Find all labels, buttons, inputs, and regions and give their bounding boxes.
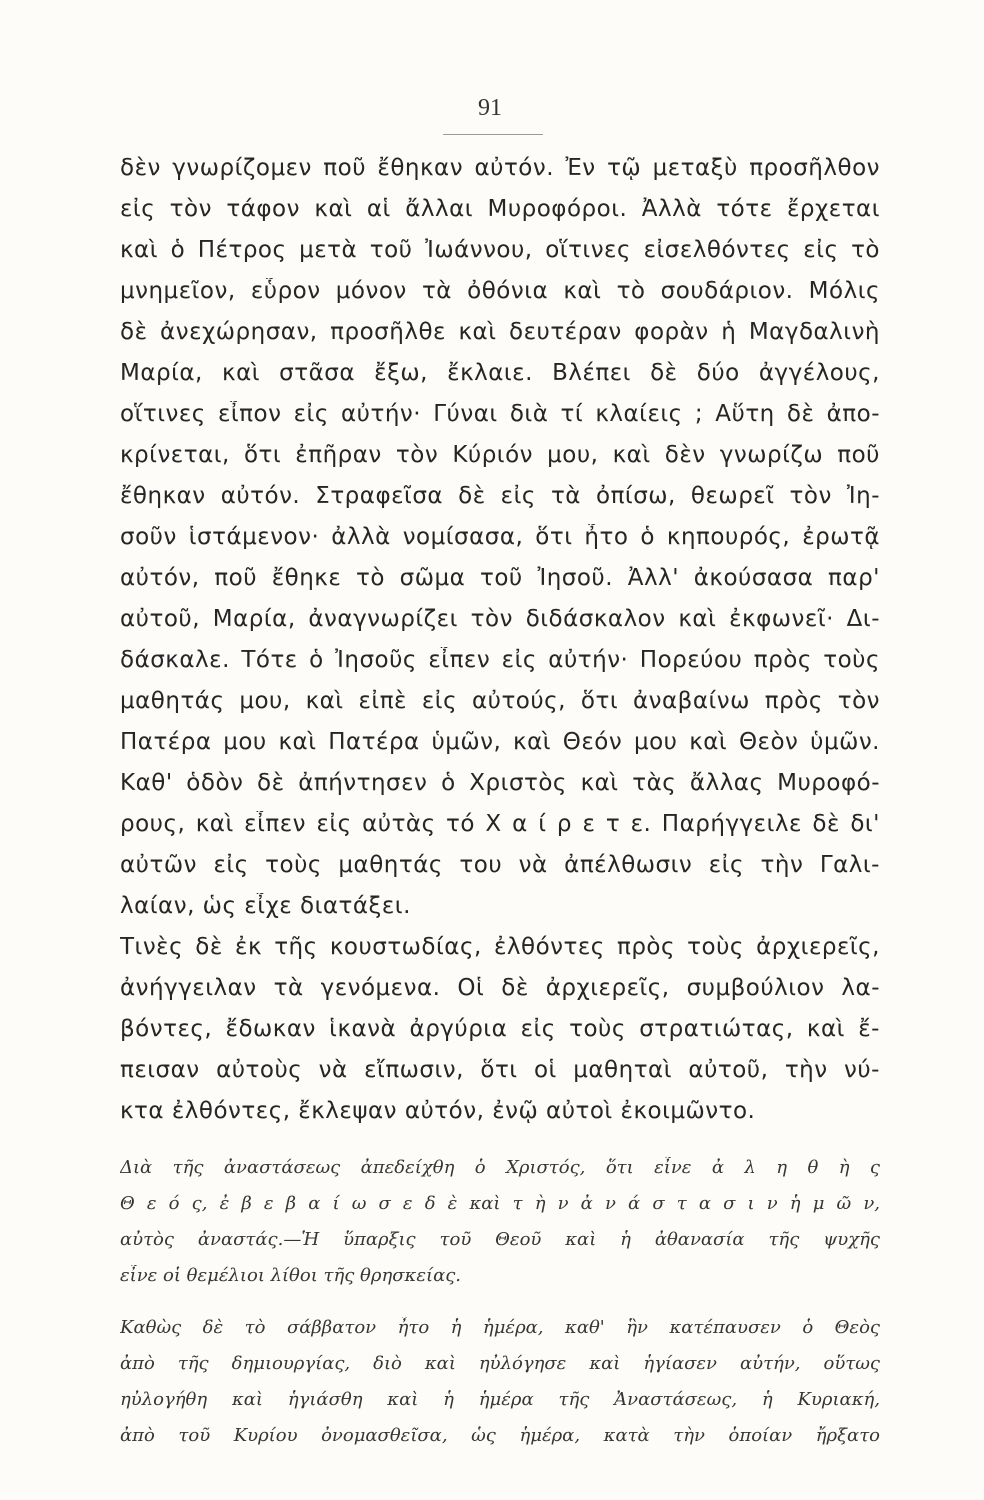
text-line: ρους, καὶ εἶπεν εἰς αὐτὰς τό Χ α ί ρ ε τ ε. Παρήγγειλε δὲ δι': [120, 811, 880, 837]
note-line: ἀπὸ τῆς δημιουργίας, διὸ καὶ ηὐλόγησε καὶ ἡγίασεν αὐτήν, οὕτως: [120, 1353, 880, 1374]
text-line: οἵτινες εἶπον εἰς αὐτήν· Γύναι διὰ τί κλαίεις ; Αὕτη δὲ ἀπο-: [120, 401, 880, 427]
text-line: ἀνήγγειλαν τὰ γενόμενα. Οἱ δὲ ἀρχιερεῖς, συμβούλιον λα-: [120, 975, 880, 1001]
text-line: αὐτόν, ποῦ ἔθηκε τὸ σῶμα τοῦ Ἰησοῦ. Ἀλλ' ἀκούσασα παρ': [120, 565, 880, 591]
text-line: μαθητάς μου, καὶ εἰπὲ εἰς αὐτούς, ὅτι ἀναβαίνω πρὸς τὸν: [120, 688, 880, 714]
note-line: Διὰ τῆς ἀναστάσεως ἀπεδείχθη ὁ Χριστός, ὅτι εἶνε ἀ λ η θ ὴ ς: [120, 1157, 880, 1178]
text-line: Καθ' ὁδὸν δὲ ἀπήντησεν ὁ Χριστὸς καὶ τὰς ἄλλας Μυροφό-: [120, 770, 880, 796]
text-line: μνημεῖον, εὗρον μόνον τὰ ὀθόνια καὶ τὸ σουδάριον. Μόλις: [120, 278, 880, 304]
text-line: κρίνεται, ὅτι ἐπῆραν τὸν Κύριόν μου, καὶ δὲν γνωρίζω ποῦ: [120, 442, 880, 468]
text-line: σοῦν ἱστάμενον· ἀλλὰ νομίσασα, ὅτι ἦτο ὁ κηπουρός, ἐρωτᾷ: [120, 524, 880, 550]
note-line: ἀπὸ τοῦ Κυρίου ὀνομασθεῖσα, ὡς ἡμέρα, κατὰ τὴν ὁποίαν ἤρξατο: [120, 1425, 880, 1446]
text-line: ἔθηκαν αὐτόν. Στραφεῖσα δὲ εἰς τὰ ὀπίσω, θεωρεῖ τὸν Ἰη-: [120, 483, 880, 509]
text-line: πεισαν αὐτοὺς νὰ εἴπωσιν, ὅτι οἱ μαθηταὶ αὐτοῦ, τὴν νύ-: [120, 1057, 880, 1083]
text-line: Πατέρα μου καὶ Πατέρα ὑμῶν, καὶ Θεόν μου καὶ Θεὸν ὑμῶν.: [120, 729, 880, 755]
text-line: Τινὲς δὲ ἐκ τῆς κουστωδίας, ἐλθόντες πρὸς τοὺς ἀρχιερεῖς,: [120, 934, 880, 960]
note-line: αὐτὸς ἀναστάς.—Ἡ ὕπαρξις τοῦ Θεοῦ καὶ ἡ ἀθανασία τῆς ψυχῆς: [120, 1229, 880, 1250]
text-line: κτα ἐλθόντες, ἔκλεψαν αὐτόν, ἐνῷ αὐτοὶ ἐκοιμῶντο.: [120, 1098, 756, 1124]
text-line: δὲν γνωρίζομεν ποῦ ἔθηκαν αὐτόν. Ἐν τῷ μεταξὺ προσῆλθον: [120, 155, 880, 181]
text-line: εἰς τὸν τάφον καὶ αἱ ἄλλαι Μυροφόροι. Ἀλλὰ τότε ἔρχεται: [120, 196, 880, 222]
page-number: 91: [478, 95, 502, 121]
note-line: ηὐλογήθη καὶ ἡγιάσθη καὶ ἡ ἡμέρα τῆς Ἀναστάσεως, ἡ Κυριακή,: [120, 1389, 880, 1410]
text-line: βόντες, ἔδωκαν ἱκανὰ ἀργύρια εἰς τοὺς στρατιώτας, καὶ ἔ-: [120, 1016, 880, 1042]
note-line: Θ ε ό ς, ἐ β ε β α ί ω σ ε δ ὲ καὶ τ ὴ ν ἀ ν ά σ τ α σ ι ν ἡ μ ῶ ν,: [120, 1193, 880, 1214]
text-line: αὐτῶν εἰς τοὺς μαθητάς του νὰ ἀπέλθωσιν εἰς τὴν Γαλι-: [120, 852, 880, 878]
text-line: δάσκαλε. Τότε ὁ Ἰησοῦς εἶπεν εἰς αὐτήν· Πορεύου πρὸς τοὺς: [120, 647, 880, 673]
text-line: καὶ ὁ Πέτρος μετὰ τοῦ Ἰωάννου, οἵτινες εἰσελθόντες εἰς τὸ: [120, 237, 880, 263]
text-line: Μαρία, καὶ στᾶσα ἔξω, ἔκλαιε. Βλέπει δὲ δύο ἀγγέλους,: [120, 360, 880, 386]
text-line: δὲ ἀνεχώρησαν, προσῆλθε καὶ δευτέραν φορὰν ἡ Μαγδαλινὴ: [120, 319, 880, 345]
header-rule: [443, 134, 543, 135]
note-line: Καθὼς δὲ τὸ σάββατον ἦτο ἡ ἡμέρα, καθ' ἣν κατέπαυσεν ὁ Θεὸς: [120, 1317, 880, 1338]
text-line: αὐτοῦ, Μαρία, ἀναγνωρίζει τὸν διδάσκαλον καὶ ἐκφωνεῖ· Δι-: [120, 606, 880, 632]
text-line: λαίαν, ὡς εἶχε διατάξει.: [120, 893, 411, 919]
note-line: εἶνε οἱ θεμέλιοι λίθοι τῆς θρησκείας.: [120, 1265, 462, 1286]
